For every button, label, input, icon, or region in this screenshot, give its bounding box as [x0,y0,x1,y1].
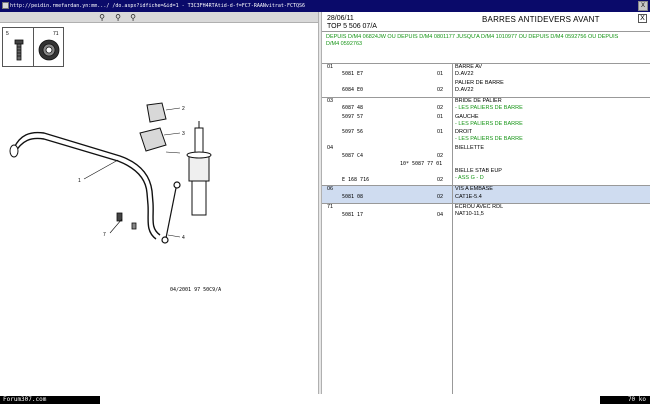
panel-close-button[interactable]: X [638,14,647,23]
part-number[interactable]: 5087 C4 [342,153,364,159]
row-ref: 04 [327,145,334,151]
part-number[interactable]: 6084 E0 [342,87,364,93]
zoom-fit-icon[interactable]: ⚲ [130,13,136,22]
quantity: 01 [437,114,444,120]
part-description: DROIT [455,129,473,135]
part-description: BRIDE DE PALIER [455,98,502,104]
quantity: 01 [437,71,444,77]
row-ref: 01 [327,64,334,70]
row-ref: 06 [327,186,334,192]
status-size: 70 ko [600,396,650,404]
part-description: BIELLETTE [455,145,485,151]
quantity: 04 [437,212,444,218]
quantity: 02 [437,153,444,159]
part-description: VIS A EMBASE [455,186,493,192]
callout-1: 1 [78,178,81,184]
part-sub: - LES PALIERS DE BARRE [455,121,523,127]
parts-table [322,63,650,394]
callout-4: 4 [182,235,185,241]
row-ref: 71 [327,204,334,210]
diagram-reference: 04/2001 97 50C9/A [170,287,222,293]
applicability-notice: DEPUIS D/M4 06824JW OU DEPUIS D/M4 0801177 JUSQU'A D/M4 1010977 OU DEPUIS D/M4 0592756 OU DEPUIS D/M4 0592763 [326,34,619,47]
part-number[interactable]: 10* 5087 77 01 [400,161,443,167]
catalog-date: 28/06/11 [327,15,354,22]
anti-roll-bar-drawing [0,23,318,394]
part-number[interactable]: 5081 17 [342,212,364,218]
status-bar [0,394,650,406]
diagram-toolbar [0,12,318,23]
part-number[interactable]: 5081 08 [342,194,364,200]
part-sub: CAT1E-5.4 [455,194,482,200]
parts-header [322,12,650,32]
part-number[interactable]: 5097 57 [342,114,364,120]
page-icon [2,2,9,9]
part-sub: D.AV22 [455,87,474,93]
window-close-button[interactable]: X [638,1,648,11]
part-sub: - LES PALIERS DE BARRE [455,105,523,111]
part-sub: - LES PALIERS DE BARRE [455,136,523,142]
part-number[interactable]: E 168 716 [342,177,370,183]
part-sub: NAT10-11,5 [455,211,484,217]
quantity: 01 [437,129,444,135]
part-number[interactable]: 6087 48 [342,105,364,111]
callout-2: 2 [182,106,185,112]
parts-list-panel [322,12,650,394]
quantity: 02 [437,87,444,93]
zoom-out-icon[interactable]: ⚲ [115,13,121,22]
window-url: http://peidin.rmefardan.yn:mm.../ /do.aspx?idfiche=&id=1 - T3C3FH4RTAtid-d-f=FC7-RAANvitrat-FCTQS6 [10,3,306,9]
part-sub: - ASS G - D [455,175,484,181]
zoom-in-icon[interactable]: ⚲ [99,13,105,22]
callout-3: 3 [182,131,185,137]
part-description: GAUCHE [455,114,479,120]
parts-diagram [0,23,318,394]
part-number[interactable]: 5097 56 [342,129,364,135]
quantity: 02 [437,194,444,200]
quantity: 02 [437,105,444,111]
callout-7: 7 [103,232,106,238]
quantity: 02 [437,177,444,183]
part-description: BIELLE STAB EUP [455,168,502,174]
status-site: Forum307.com [0,396,100,404]
svg-text:71: 71 [53,31,59,37]
model-reference: TOP 5 506 07/A [327,23,377,30]
row-ref: 03 [327,98,334,104]
svg-text:5: 5 [6,31,9,37]
part-description: PALIER DE BARRE [455,80,504,86]
part-sub: D.AV22 [455,71,474,77]
part-description: ECROU AVEC RDL [455,204,504,210]
window-title-bar [0,0,650,12]
part-number[interactable]: 5081 E7 [342,71,364,77]
page-title: BARRES ANTIDEVERS AVANT [482,15,600,24]
part-description: BARRE AV [455,64,483,70]
